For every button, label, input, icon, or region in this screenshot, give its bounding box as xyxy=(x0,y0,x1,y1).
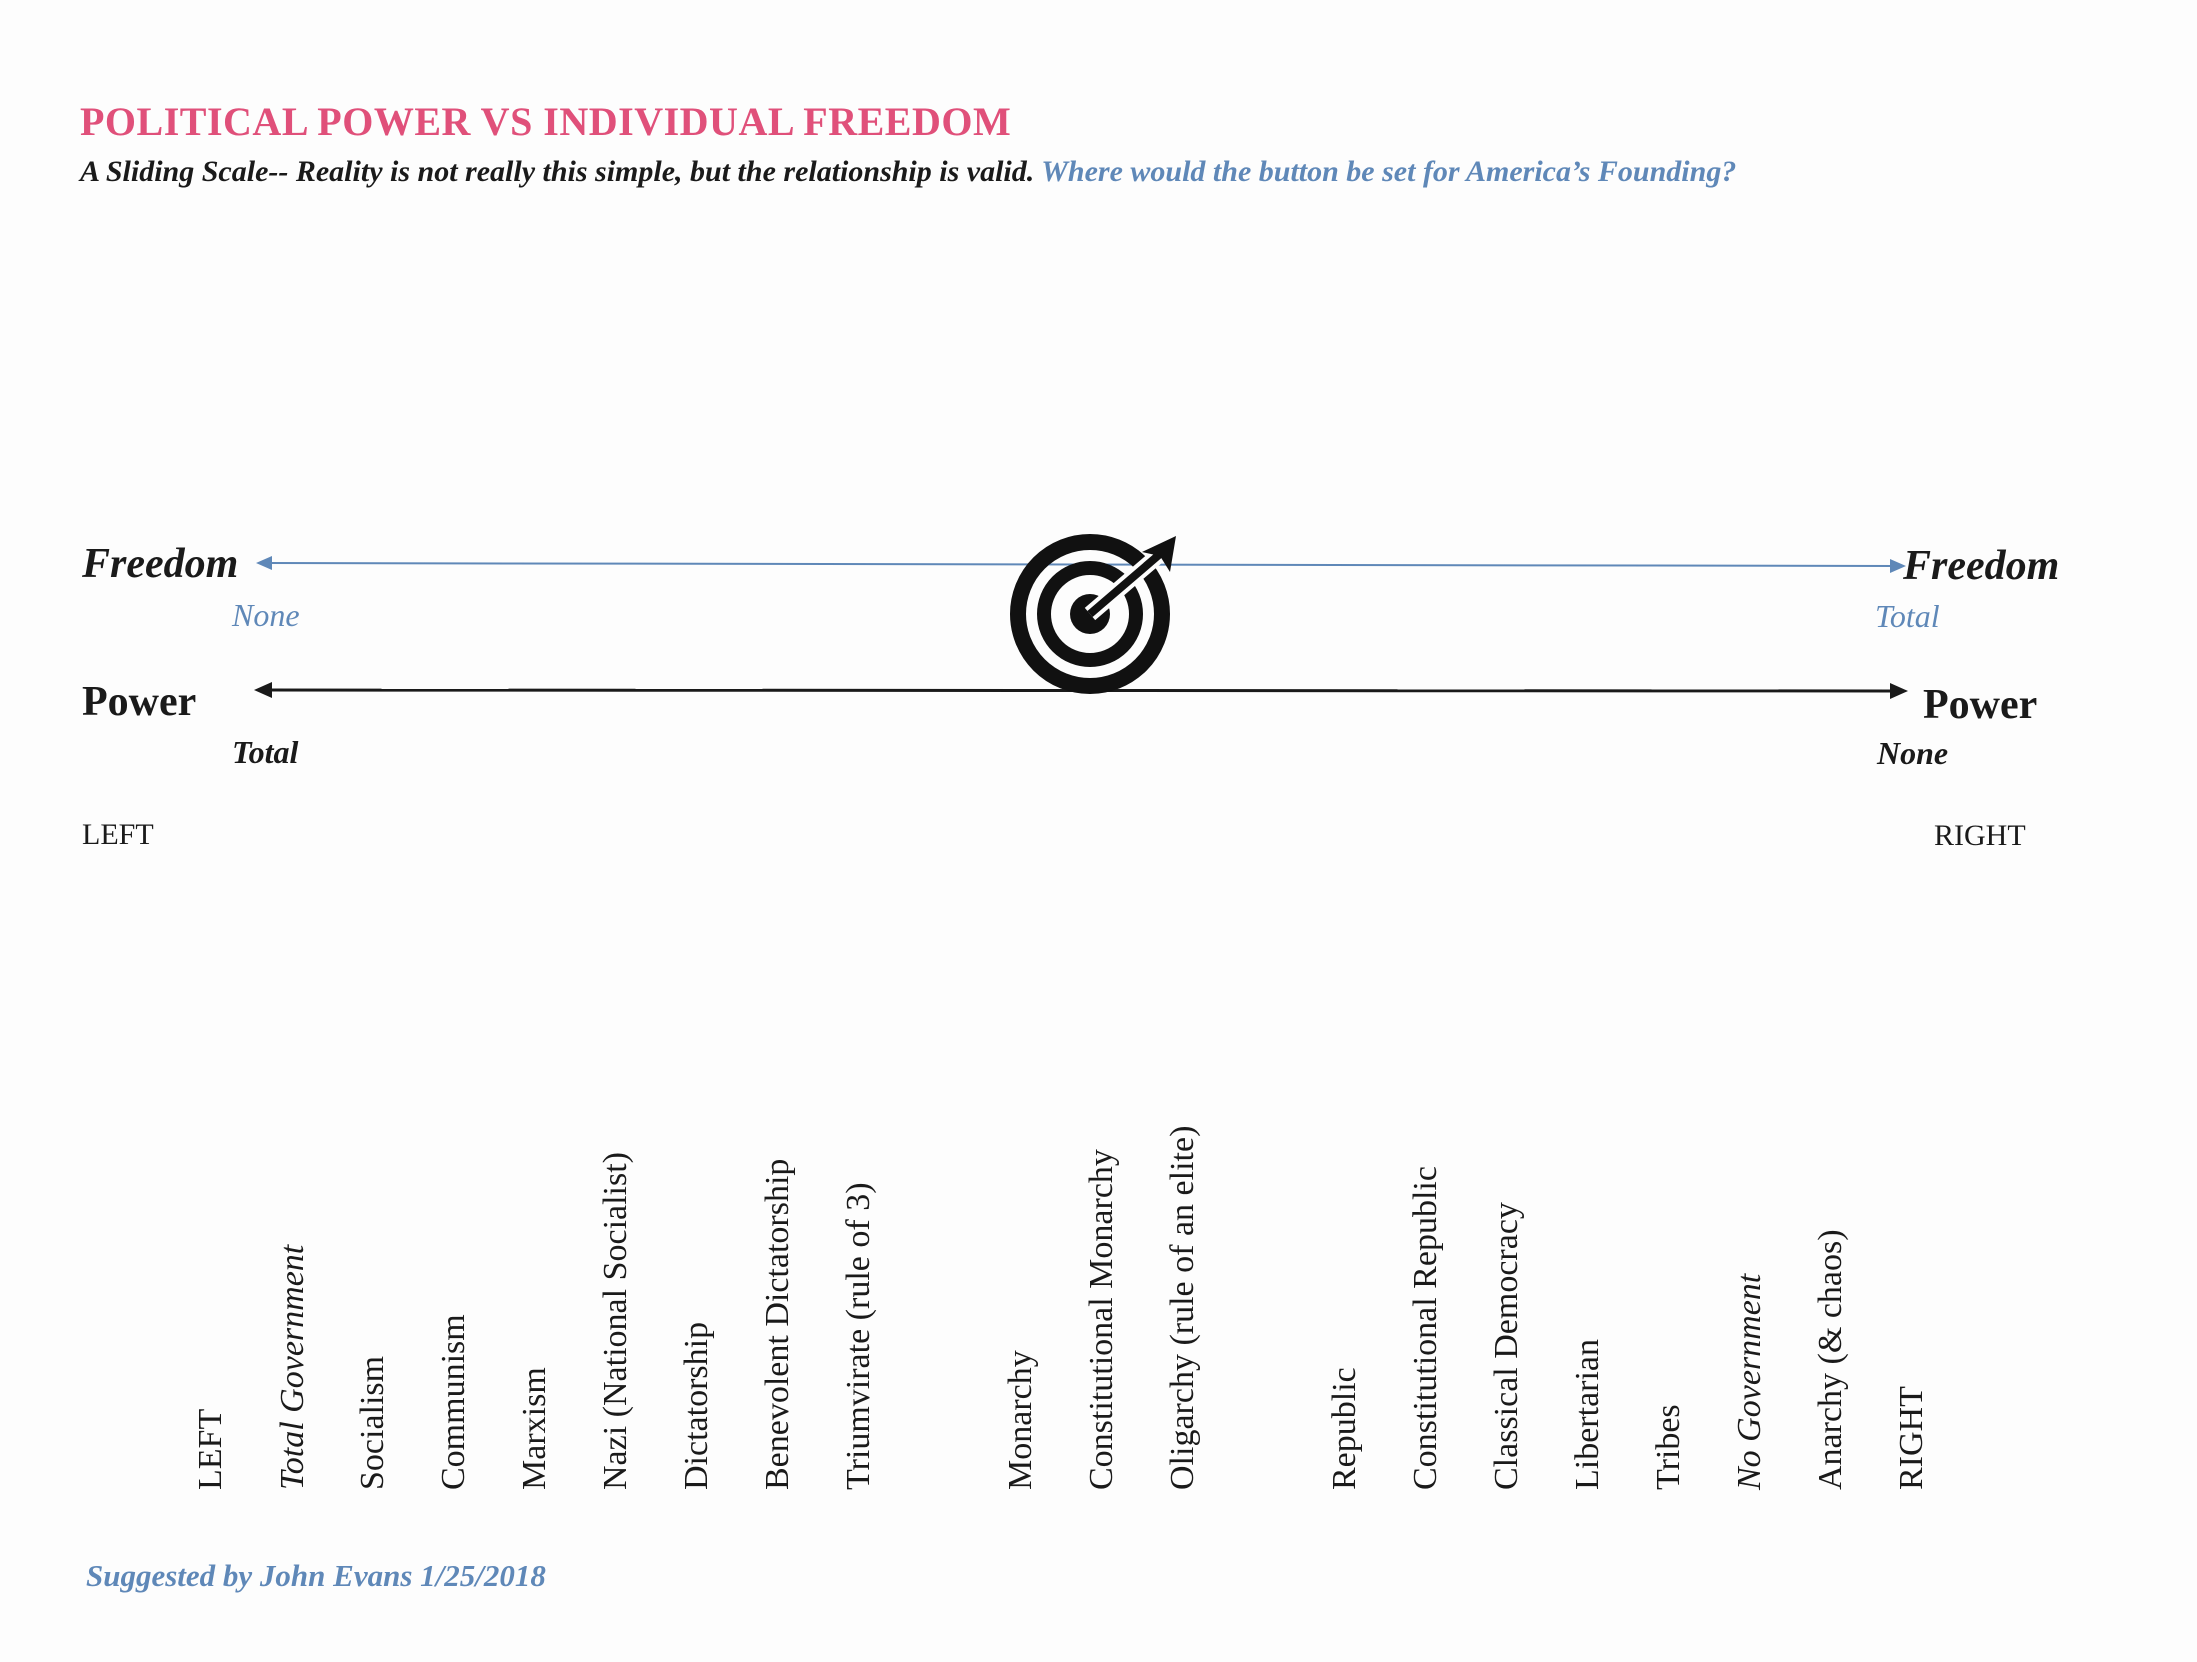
power-right-arrowhead xyxy=(1890,683,1908,699)
side-label-right: RIGHT xyxy=(1934,819,2026,852)
power-right-value: None xyxy=(1877,735,1949,771)
spectrum-label: Socialism xyxy=(354,1355,391,1490)
spectrum-label: Republic xyxy=(1326,1367,1363,1490)
spectrum-label: Nazi (National Socialist) xyxy=(597,1151,634,1490)
freedom-left-label: Freedom xyxy=(82,541,239,587)
freedom-left-value: None xyxy=(232,597,300,633)
footer-credit: Suggested by John Evans 1/25/2018 xyxy=(86,1558,546,1593)
power-left-label: Power xyxy=(82,679,197,725)
spectrum-label: No Government xyxy=(1731,1273,1768,1490)
spectrum-label: Communism xyxy=(435,1314,472,1490)
spectrum-label: Constitutional Republic xyxy=(1407,1166,1444,1490)
spectrum-label: Anarchy (& chaos) xyxy=(1812,1229,1849,1490)
freedom-right-label: Freedom xyxy=(1903,543,2060,589)
spectrum-label: Libertarian xyxy=(1569,1338,1606,1490)
power-left-value: Total xyxy=(232,734,299,770)
spectrum-label: Monarchy xyxy=(1002,1350,1039,1490)
spectrum-label: Triumvirate (rule of 3) xyxy=(840,1182,877,1490)
spectrum-label: Total Government xyxy=(274,1244,311,1490)
side-label-left: LEFT xyxy=(82,818,154,851)
power-right-label: Power xyxy=(1923,682,2038,728)
spectrum-label: Oligarchy (rule of an elite) xyxy=(1164,1125,1201,1490)
spectrum-label: LEFT xyxy=(192,1408,229,1490)
spectrum-label: Tribes xyxy=(1650,1404,1687,1490)
spectrum-label: RIGHT xyxy=(1893,1386,1930,1490)
page-title: POLITICAL POWER VS INDIVIDUAL FREEDOM xyxy=(80,99,1012,144)
subtitle-main: A Sliding Scale-- Reality is not really this simple, but the relationship is valid. xyxy=(80,155,1035,188)
spectrum-label: Classical Democracy xyxy=(1488,1202,1525,1490)
freedom-left-arrowhead xyxy=(256,556,272,570)
subtitle-question: Where would the button be set for America’s Founding? xyxy=(1041,155,1737,188)
spectrum-label: Constitutional Monarchy xyxy=(1083,1149,1120,1490)
spectrum-label: Benevolent Dictatorship xyxy=(759,1158,796,1490)
spectrum-label: Marxism xyxy=(516,1367,553,1490)
freedom-right-value: Total xyxy=(1875,598,1940,634)
spectrum-label: Dictatorship xyxy=(678,1321,715,1490)
power-left-arrowhead xyxy=(254,682,272,698)
target-bullseye-icon xyxy=(1018,536,1176,686)
